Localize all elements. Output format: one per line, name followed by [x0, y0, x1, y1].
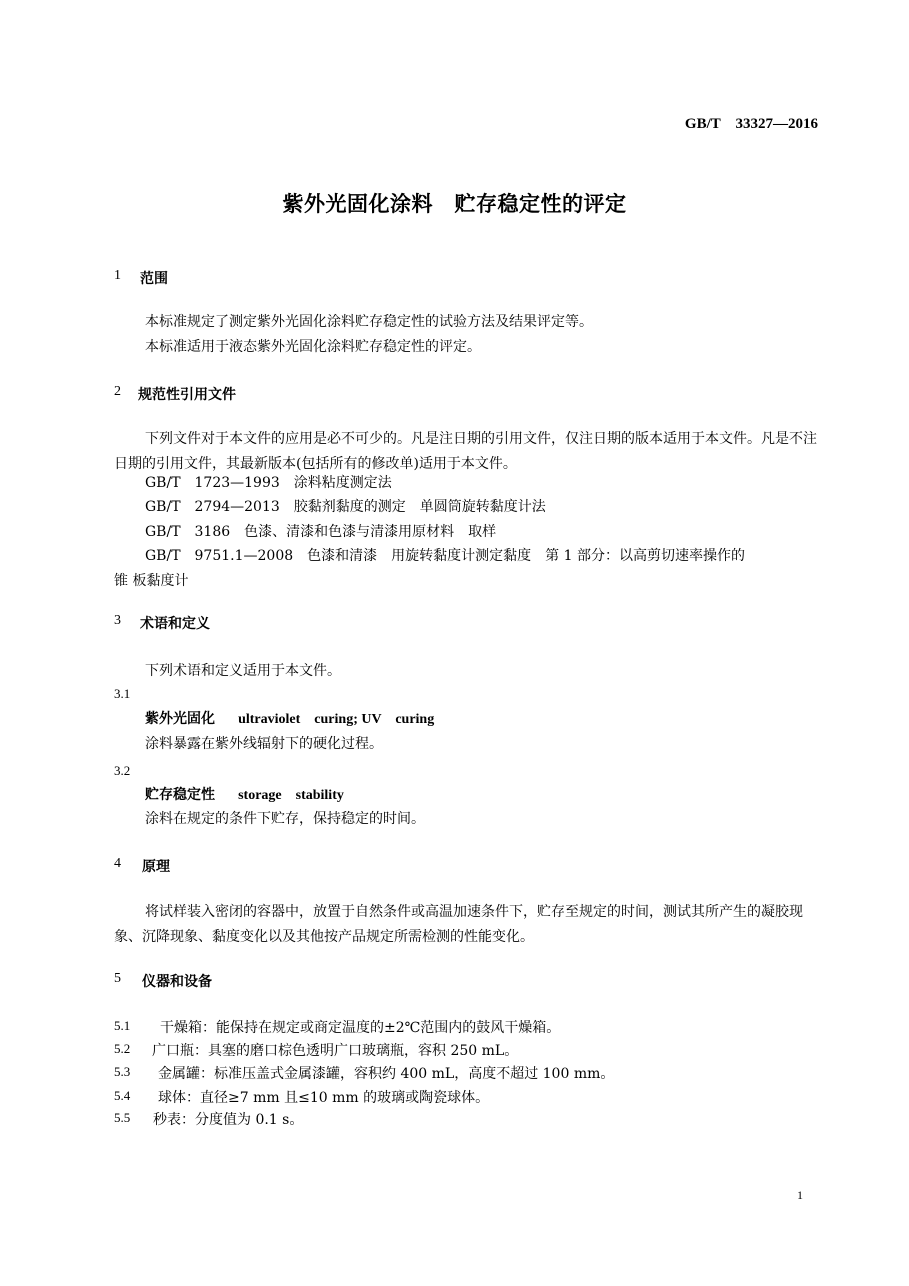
apparatus-2-text: 广口瓶：具塞的磨口棕色透明广口玻璃瓶，容积 250 mL。: [152, 1043, 519, 1059]
term-2-english: storage stability: [238, 788, 344, 803]
section-4-title: 原理: [142, 859, 170, 875]
apparatus-3-number: 5.3: [114, 1064, 131, 1079]
section-5-title: 仪器和设备: [142, 974, 212, 990]
apparatus-5-text: 秒表：分度值为 0.1 s。: [153, 1112, 304, 1128]
term-1-definition: 涂料暴露在紫外线辐射下的硬化过程。: [145, 736, 383, 752]
section-3-title: 术语和定义: [140, 616, 210, 632]
standard-number: GB/T 33327—2016: [684, 116, 818, 132]
section-5-number: 5: [114, 971, 121, 986]
section-3-number: 3: [114, 613, 121, 628]
term-1-english: ultraviolet curing; UV curing: [238, 712, 435, 727]
apparatus-4-number: 5.4: [114, 1088, 131, 1103]
apparatus-1-text: 干燥箱：能保持在规定或商定温度的±2℃范围内的鼓风干燥箱。: [160, 1020, 561, 1036]
scope-paragraph-1: 本标准规定了测定紫外光固化涂料贮存稳定性的试验方法及结果评定等。: [145, 314, 593, 330]
term-2-number: 3.2: [114, 763, 131, 778]
ref-item-2: GB/T 2794—2013 胶黏剂黏度的测定 单圆筒旋转黏度计法: [145, 499, 546, 515]
scope-paragraph-2: 本标准适用于液态紫外光固化涂料贮存稳定性的评定。: [145, 339, 481, 355]
section-4-number: 4: [114, 856, 121, 871]
principle-paragraph: 将试样装入密闭的容器中，放置于自然条件或高温加速条件下，贮存至规定的时间，测试其所产生的凝胶现象、沉降现象、黏度变化以及其他按产品规定所需检测的性能变化。: [114, 904, 803, 945]
ref-item-4: GB/T 9751.1—2008 色漆和清漆 用旋转黏度计测定黏度 第 1 部分：以高剪切速率操作的: [145, 548, 745, 564]
term-1-heading: [145, 708, 434, 728]
section-2-number: 2: [114, 384, 121, 399]
term-2-heading: [145, 784, 344, 804]
section-1-title: 范围: [140, 271, 168, 287]
section-2-title: 规范性引用文件: [138, 387, 236, 403]
apparatus-2-number: 5.2: [114, 1041, 131, 1056]
apparatus-5-number: 5.5: [114, 1110, 131, 1125]
apparatus-4-text: 球体：直径≥7 mm 且≤10 mm 的玻璃或陶瓷球体。: [158, 1090, 490, 1106]
apparatus-1-number: 5.1: [114, 1018, 131, 1033]
refs-intro-paragraph: 下列文件对于本文件的应用是必不可少的。凡是注日期的引用文件，仅注日期的版本适用于本文件。凡是不注日期的引用文件，其最新版本(包括所有的修改单)适用于本文件。: [114, 431, 817, 472]
term-1-chinese: 紫外光固化: [145, 711, 215, 727]
term-1-number: 3.1: [114, 686, 131, 701]
ref-item-4-continuation: 锥 板黏度计: [114, 573, 189, 589]
ref-item-1: GB/T 1723—1993 涂料粘度测定法: [145, 475, 392, 491]
apparatus-3-text: 金属罐：标准压盖式金属漆罐，容积约 400 mL，高度不超过 100 mm。: [158, 1066, 615, 1082]
ref-item-3: GB/T 3186 色漆、清漆和色漆与清漆用原材料 取样: [145, 524, 497, 540]
terms-intro: 下列术语和定义适用于本文件。: [145, 663, 341, 679]
page-number: 1: [797, 1188, 803, 1202]
term-2-chinese: 贮存稳定性: [145, 787, 215, 803]
term-2-definition: 涂料在规定的条件下贮存，保持稳定的时间。: [145, 811, 425, 827]
document-title: 紫外光固化涂料 贮存稳定性的评定: [282, 192, 627, 216]
section-1-number: 1: [114, 268, 121, 283]
